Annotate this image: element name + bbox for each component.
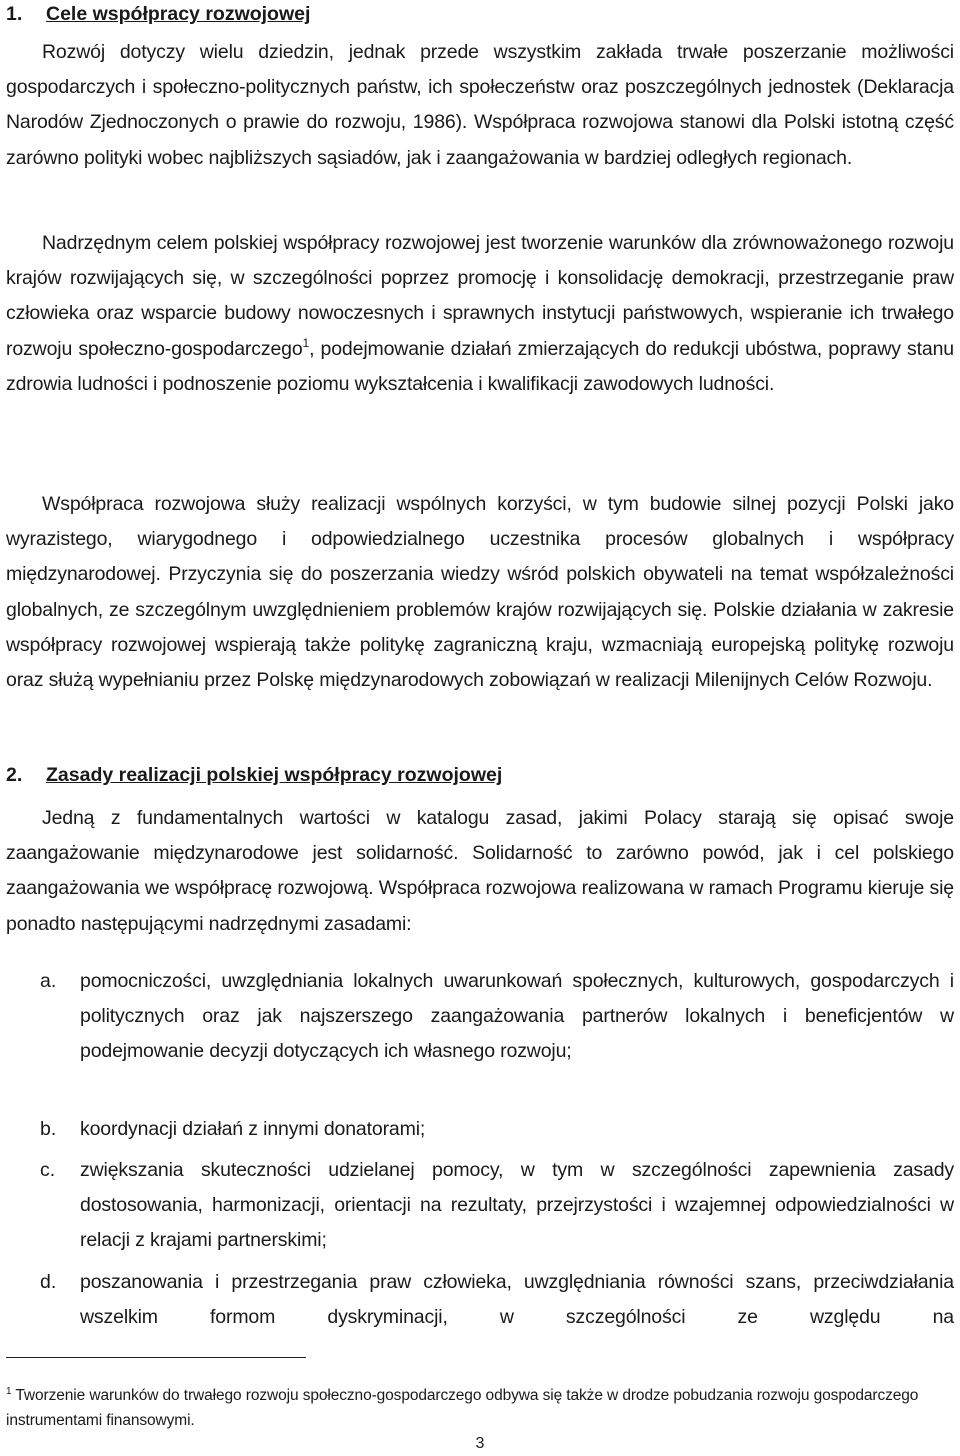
section-2-paragraph-1: Jedną z fundamentalnych wartości w katalogu zasad, jakimi Polacy starają się opisać swoje zaangażowanie międzynarodowe jest solidarność. Solidarność to zarówno powód, jak i cel polskiego zaangażowania we współpracę rozwojową. Współpraca rozwojowa realizowana w ramach Programu kieruje się ponadto następującymi nadrzędnymi zasadami: (6, 807, 954, 935)
section-1-paragraph-2-continuation: , podejmowanie działań zmierzających do redukcji ubóstwa, poprawy stanu zdrowia ludności i podnoszenie poziomu wykształcenia i kwalifikacji zawodowych ludności. (6, 337, 954, 395)
footnote (6, 1383, 954, 1433)
section-1-heading (6, 3, 310, 26)
footnote-reference: 1 (302, 335, 310, 350)
section-1-paragraph-3: Współpraca rozwojowa służy realizacji wspólnych korzyści, w tym budowie silnej pozycji Polski jako wyrazistego, wiarygodnego i odpowiedzialnego uczestnika procesów globalnych i współpracy międzynarodowej. Przyczynia się do poszerzania wiedzy wśród polskich obywateli na temat współzależności globalnych, ze szczególnym uwzględnieniem problemów krajów rozwijających się. Polskie działania w zakresie współpracy rozwojowej wspierają także politykę zagraniczną kraju, wzmacniają europejską politykę rozwoju oraz służą wypełnianiu przez Polskę międzynarodowych zobowiązań w realizacji Milenijnych Celów Rozwoju. (6, 493, 954, 692)
footnote-separator (6, 1357, 306, 1358)
section-2-heading (6, 764, 502, 787)
list-item-d-marker: d. (40, 1271, 57, 1293)
list-item-c: zwiększania skuteczności udzielanej pomocy, w tym w szczególności zapewnienia zasady dostosowania, harmonizacji, orientacji na rezultaty, przejrzystości i wzajemnej odpowiedzialności w relacji z krajami partnerskimi; (80, 1159, 954, 1252)
section-2-number: 2. (6, 764, 23, 786)
section-1-paragraph-1: Rozwój dotyczy wielu dziedzin, jednak przede wszystkim zakłada trwałe poszerzanie możliwości gospodarczych i społeczno-politycznych państw, ich społeczeństw oraz poszczególnych jednostek (Deklaracja Narodów Zjednoczonych o prawie do rozwoju, 1986). Współpraca rozwojowa stanowi dla Polski istotną część zarówno polityki wobec najbliższych sąsiadów, jak i zaangażowania w bardziej odległych regionach. (6, 41, 954, 169)
section-1-paragraph-2 (6, 226, 954, 402)
footnote-marker: 1 (6, 1386, 12, 1397)
list-item-a-marker: a. (40, 970, 57, 992)
list-item-d: poszanowania i przestrzegania praw człowieka, uwzględniania równości szans, przeciwdziałania wszelkim formom dyskryminacji, w szczególności ze względu na (80, 1271, 954, 1329)
list-item-a: pomocniczości, uwzględniania lokalnych uwarunkowań społecznych, kulturowych, gospodarczych i politycznych oraz jak najszerszego zaangażowania partnerów lokalnych i beneficjentów w podejmowanie decyzji dotyczących ich własnego rozwoju; (80, 970, 954, 1063)
footnote-text: Tworzenie warunków do trwałego rozwoju społeczno-gospodarczego odbywa się także w drodze pobudzania rozwoju gospodarczego instrumentami finansowymi. (6, 1387, 919, 1429)
list-item-c-marker: c. (40, 1159, 56, 1181)
section-1-title: Cele współpracy rozwojowej (46, 3, 311, 25)
section-1-paragraph-2-text: Nadrzędnym celem polskiej współpracy rozwojowej jest tworzenie warunków dla zrównoważonego rozwoju krajów rozwijających się, w szczególności poprzez promocję i konsolidację demokracji, przestrzeganie praw człowieka oraz wsparcie budowy nowoczesnych i sprawnych instytucji państwowych, wspieranie ich trwałego rozwoju społeczno-gospodarczego (6, 232, 954, 360)
list-item-b: koordynacji działań z innymi donatorami; (80, 1118, 426, 1140)
page-number: 3 (475, 1435, 485, 1452)
section-1-number: 1. (6, 3, 23, 25)
list-item-b-marker: b. (40, 1118, 57, 1140)
section-2-title: Zasady realizacji polskiej współpracy rozwojowej (46, 764, 503, 786)
